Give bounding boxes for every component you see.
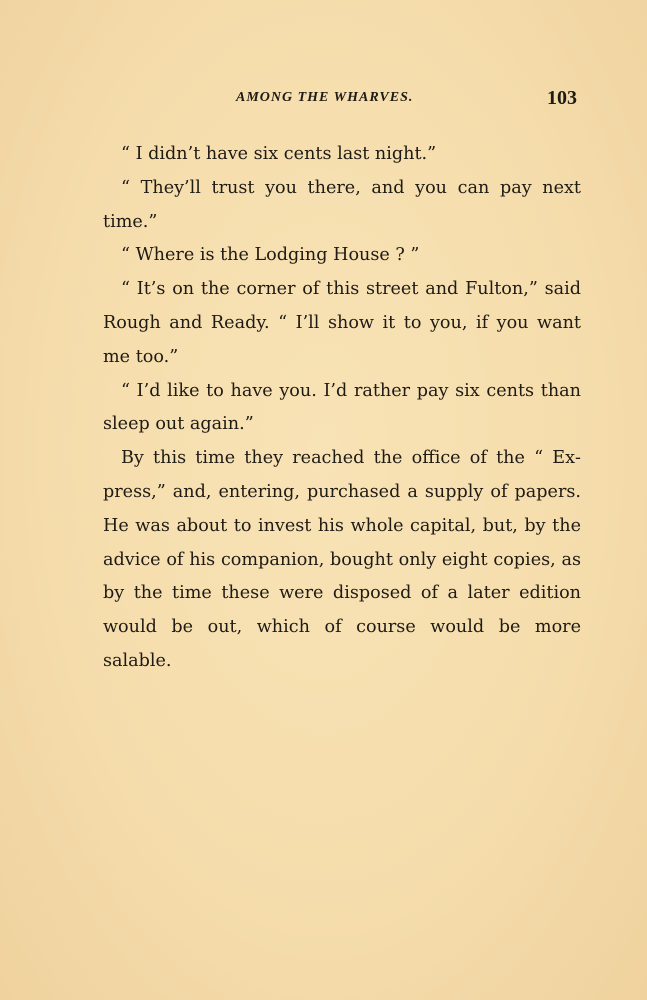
body-text xyxy=(103,138,581,679)
paragraph: “ I didn’t have six cents last night.” xyxy=(121,144,437,164)
paragraph: By this time they reached the office of the “ Express,” and, entering, purchased a supply of papers. He was about to invest his whole capital, but, by the advice of his companion, bought only eight copies, as by the time these were disposed of a later edition would be out, which of course would be more salable. xyxy=(103,448,581,671)
paragraph: “ They’ll trust you there, and you can pay next time.” xyxy=(103,177,581,232)
paragraph: “ I’d like to have you. I’d rather pay six cents than sleep out again.” xyxy=(103,380,581,435)
paragraph: “ Where is the Lodging House ? ” xyxy=(121,245,420,266)
page-number: 103 xyxy=(547,87,577,109)
paragraph: “ It’s on the corner of this street and Fulton,” said Rough and Ready. “ I’ll show it to you, if you want me too.” xyxy=(103,279,581,367)
running-title: AMONG THE WHARVES. xyxy=(236,90,414,105)
